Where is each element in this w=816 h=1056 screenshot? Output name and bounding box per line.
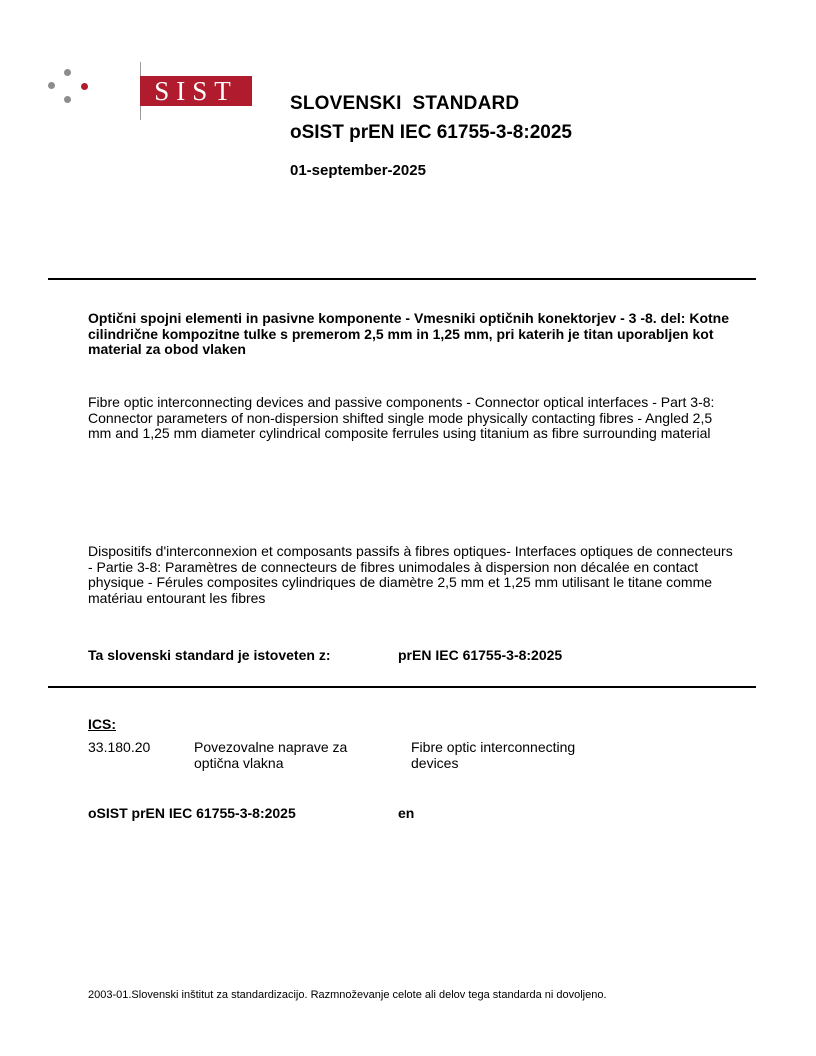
identical-label: Ta slovenski standard je istoveten z: bbox=[88, 647, 331, 663]
copyright-footer: 2003-01.Slovenski inštitut za standardizacijo. Razmnoževanje celote ali delov tega standarda ni dovoljeno. bbox=[88, 989, 607, 1001]
ics-slovenian: Povezovalne naprave za optična vlakna bbox=[194, 739, 348, 771]
standard-date: 01-september-2025 bbox=[290, 162, 426, 179]
ics-heading: ICS: bbox=[88, 716, 116, 732]
middle-divider bbox=[48, 686, 756, 688]
logo-dot bbox=[64, 69, 71, 76]
identical-value: prEN IEC 61755-3-8:2025 bbox=[398, 647, 563, 663]
logo-box bbox=[140, 76, 252, 106]
document-language: en bbox=[398, 805, 415, 821]
title-english: Fibre optic interconnecting devices and passive components - Connector optical interfaces - Part 3-8: Connector parameters of non-dispersion shifted single mode physically contacting fibres - Angled 2,5 mm and 1,25 mm diameter cylindrical composite ferrules using titanium as fibre surrounding material bbox=[88, 394, 715, 441]
logo-text: SIST bbox=[154, 76, 238, 106]
standard-type: SLOVENSKI STANDARD bbox=[290, 93, 520, 114]
logo-dot bbox=[81, 83, 88, 90]
top-divider bbox=[48, 278, 756, 280]
ics-code: 33.180.20 bbox=[88, 739, 151, 755]
standard-id: oSIST prEN IEC 61755-3-8:2025 bbox=[290, 122, 572, 143]
ics-english: Fibre optic interconnecting devices bbox=[411, 739, 576, 771]
title-french: Dispositifs d'interconnexion et composants passifs à fibres optiques- Interfaces optiques de connecteurs - Partie 3-8: Paramètres de connecteurs de fibres unimodales à dispersion non décalée en contact physique - Férules composites cylindriques de diamètre 2,5 mm et 1,25 mm utilisant le titane comme matériau entourant les fibres bbox=[88, 543, 733, 606]
logo-dot bbox=[48, 82, 55, 89]
title-slovenian: Optični spojni elementi in pasivne komponente - Vmesniki optičnih konektorjev - 3 -8. del: Kotne cilindrične kompozitne tulke s premerom 2,5 mm in 1,25 mm, pri katerih je titan uporabljen kot material za obod vlaken bbox=[88, 310, 729, 357]
logo-dot bbox=[64, 96, 71, 103]
document-id: oSIST prEN IEC 61755-3-8:2025 bbox=[88, 805, 296, 821]
sist-logo bbox=[48, 62, 238, 120]
